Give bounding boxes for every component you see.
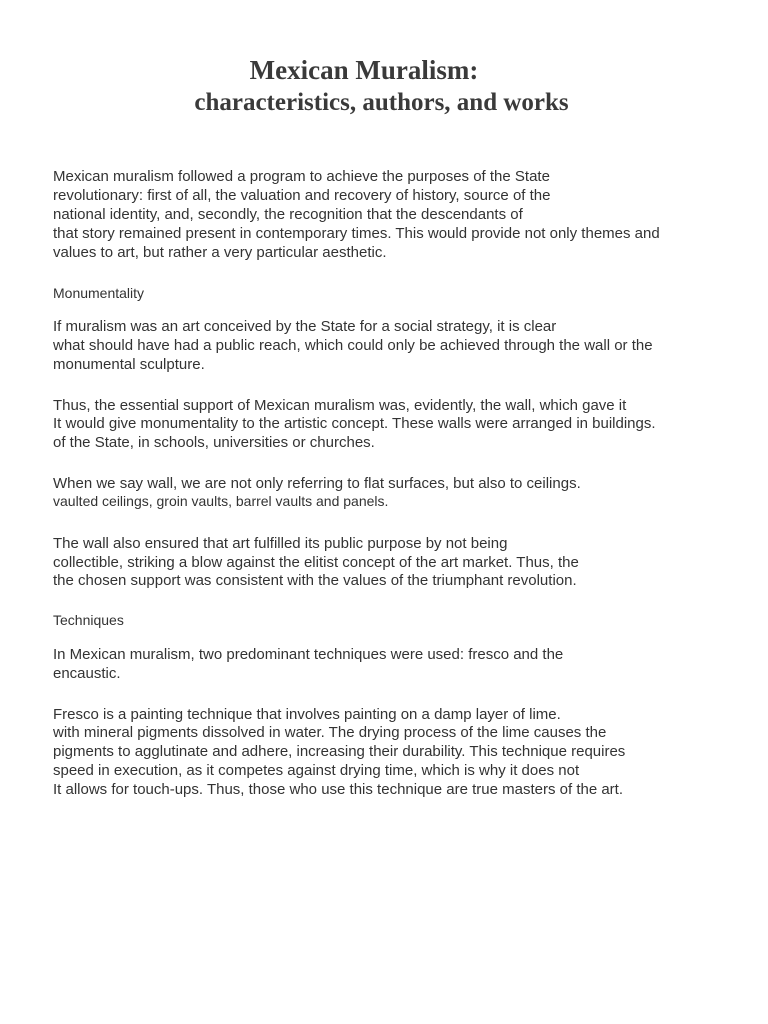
text-line: It allows for touch-ups. Thus, those who use this technique are true masters of the art.: [53, 781, 624, 798]
text-line: If muralism was an art conceived by the State for a social strategy, it is clear: [53, 318, 557, 335]
text-line: Mexican muralism followed a program to achieve the purposes of the State: [53, 168, 550, 185]
text-line: When we say wall, we are not only referring to flat surfaces, but also to ceilings.: [53, 475, 581, 492]
text-line: of the State, in schools, universities or churches.: [53, 434, 375, 451]
text-line: what should have had a public reach, which could only be achieved through the wall or the: [53, 337, 653, 354]
text-line: pigments to agglutinate and adhere, increasing their durability. This technique requires: [53, 743, 626, 760]
text-line: Fresco is a painting technique that involves painting on a damp layer of lime.: [53, 706, 561, 723]
text-line: national identity, and, secondly, the recognition that the descendants of: [53, 206, 523, 223]
text-line: encaustic.: [53, 665, 121, 682]
text-line: that story remained present in contemporary times. This would provide not only themes and: [53, 225, 660, 242]
text-line: It would give monumentality to the artistic concept. These walls were arranged in buildings.: [53, 415, 656, 432]
text-line: vaulted ceilings, groin vaults, barrel vaults and panels.: [53, 493, 389, 509]
text-line: monumental sculpture.: [53, 356, 205, 373]
text-line: the chosen support was consistent with the values of the triumphant revolution.: [53, 572, 577, 589]
text-line: collectible, striking a blow against the elitist concept of the art market. Thus, the: [53, 554, 579, 571]
text-line: speed in execution, as it competes against drying time, which is why it does not: [53, 762, 580, 779]
section-heading-techniques: Techniques: [53, 612, 124, 628]
text-line: revolutionary: first of all, the valuation and recovery of history, source of the: [53, 187, 551, 204]
document-title: [0, 55, 768, 121]
text-line: In Mexican muralism, two predominant techniques were used: fresco and the: [53, 646, 564, 663]
text-line: values to art, but rather a very particular aesthetic.: [53, 244, 387, 261]
section-heading-monumentality: Monumentality: [53, 285, 145, 301]
text-line: Thus, the essential support of Mexican muralism was, evidently, the wall, which gave it: [53, 397, 627, 414]
text-line: with mineral pigments dissolved in water. The drying process of the lime causes the: [53, 724, 607, 741]
text-line: The wall also ensured that art fulfilled its public purpose by not being: [53, 535, 508, 552]
title-line-2: characteristics, authors, and works: [194, 89, 569, 116]
title-line-1: Mexican Muralism:: [249, 55, 479, 85]
